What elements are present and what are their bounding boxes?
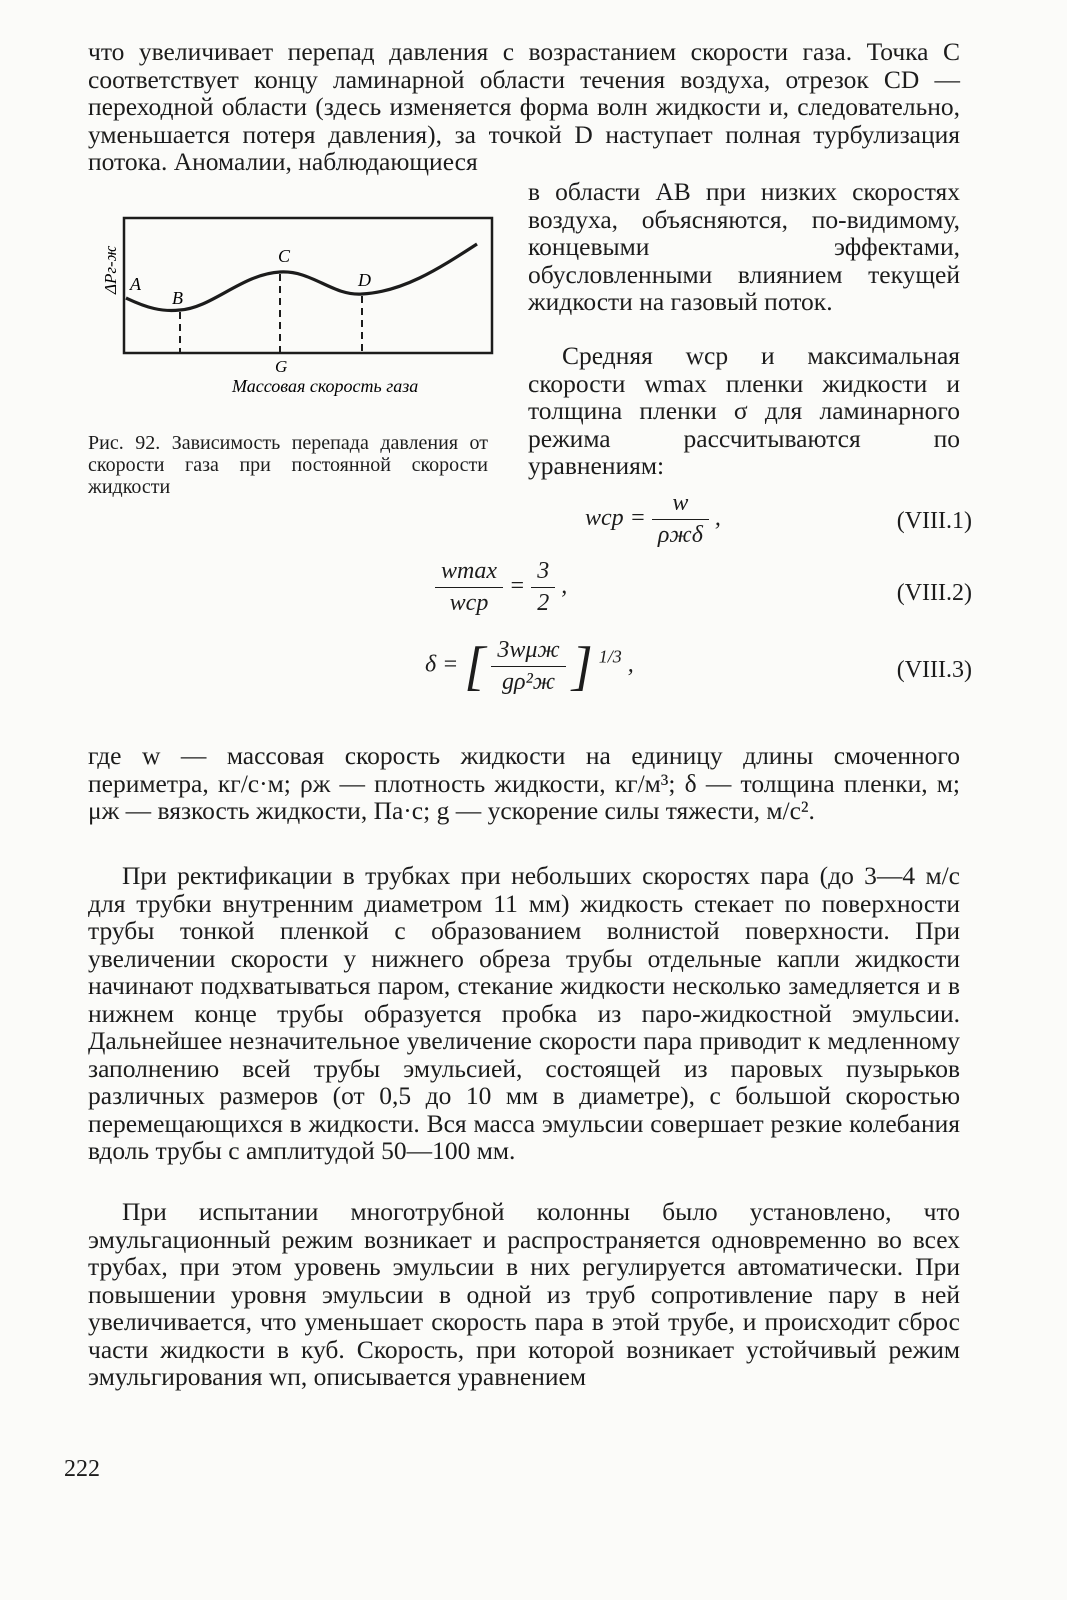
page-number: 222 bbox=[64, 1456, 100, 1482]
paragraph-rectification: При ректификации в трубках при небольших скоростях пара (до 3—4 м/с для трубки внутренним диаметром 11 мм) жидкость стекает по поверхности трубы тонкой пленкой с образованием волнистой поверхности. При увеличении скорости у нижнего обреза трубы отдельные капли жидкости начинают подхватываться паром, стекание жидкости несколько замедляется и в нижнем конце трубы образуется пробка из паро-жидкостной эмульсии. Дальнейшее незначительное увеличение скорости пара приводит к медленному заполнению всей трубы эмульсией, состоящей из паровых пузырьков различных размеров (от 0,5 до 10 мм в диаметре), с большой скоростью перемещающихся в жидкости. Вся масса эмульсии совершает резкие колебания вдоль трубы с амплитудой 50—100 мм. bbox=[88, 861, 960, 1165]
point-b-label: B bbox=[172, 288, 183, 308]
equation-viii-1: wср = $\frac{w}{\text{ρжδ}}$ , bbox=[585, 490, 721, 548]
y-axis-label: ΔPг-ж bbox=[101, 245, 120, 294]
paragraph-definitions: где w — массовая скорость жидкости на единицу длины смоченного периметра, кг/с·м; ρж — плотность жидкости, кг/м³; δ — толщина пленки, м; μж — вязкость жидкости, Па·с; g — ускорение силы тяжести, м/с². bbox=[88, 741, 960, 825]
graph-frame bbox=[124, 218, 492, 353]
paragraph-multitube-test: При испытании многотрубной колонны было установлено, что эмульгационный режим возникает и распространяется одновременно во всех трубах, при этом уровень эмульсии в них регулируется автоматически. При повышении уровня эмульсии в одной из труб сопротивление пару в ней увеличивается, что уменьшает скорость пара в этой трубе, и происходит сброс части жидкости в куб. Скорость, при которой возникает устойчивый режим эмульгирования wп, описывается уравнением bbox=[88, 1197, 960, 1391]
figure-92 bbox=[92, 212, 512, 412]
point-d-label: D bbox=[358, 270, 371, 290]
x-axis-label: Массовая скорость газа bbox=[232, 376, 419, 396]
paragraph-side-2: Средняя wср и максимальная скорости wmax пленки жидкости и толщина пленки σ для ламинарного режима рассчитываются по уравнениям: bbox=[528, 341, 960, 480]
pressure-drop-graph bbox=[92, 212, 512, 412]
equation-label-3: (VIII.3) bbox=[896, 657, 972, 683]
paragraph-intro: что увеличивает перепад давления с возрастанием скорости газа. Точка C соответствует концу ламинарной области течения воздуха, отрезок CD — переходной области (здесь изменяется форма волн жидкости и, следовательно, уменьшается потеря давления), за точкой D наступает полная турбулизация потока. Аномалии, наблюдающиеся bbox=[88, 37, 960, 176]
equation-label-2: (VIII.2) bbox=[896, 580, 972, 606]
point-g-label: G bbox=[275, 357, 288, 376]
equation-label-1: (VIII.1) bbox=[896, 508, 972, 534]
paragraph-side: в области AB при низких скоростях воздуха, объясняются, по-видимому, концевыми эффектами, обусловленными влиянием текущей жидкости на газовый поток. bbox=[528, 177, 960, 316]
equation-viii-3: δ = [ $\frac{\text{3wμж}}{\text{gρ²ж}}$ ] $^{1/3}$ , bbox=[425, 636, 634, 696]
point-c-label: C bbox=[278, 246, 291, 266]
figure-caption: Рис. 92. Зависимость перепада давления от скорости газа при постоянной скорости жидкости bbox=[88, 432, 488, 498]
point-a-label: A bbox=[130, 274, 141, 294]
equation-viii-2: $\frac{wmax}{\text{wср}}$ = $\frac{3}{2}$ , bbox=[435, 558, 567, 617]
